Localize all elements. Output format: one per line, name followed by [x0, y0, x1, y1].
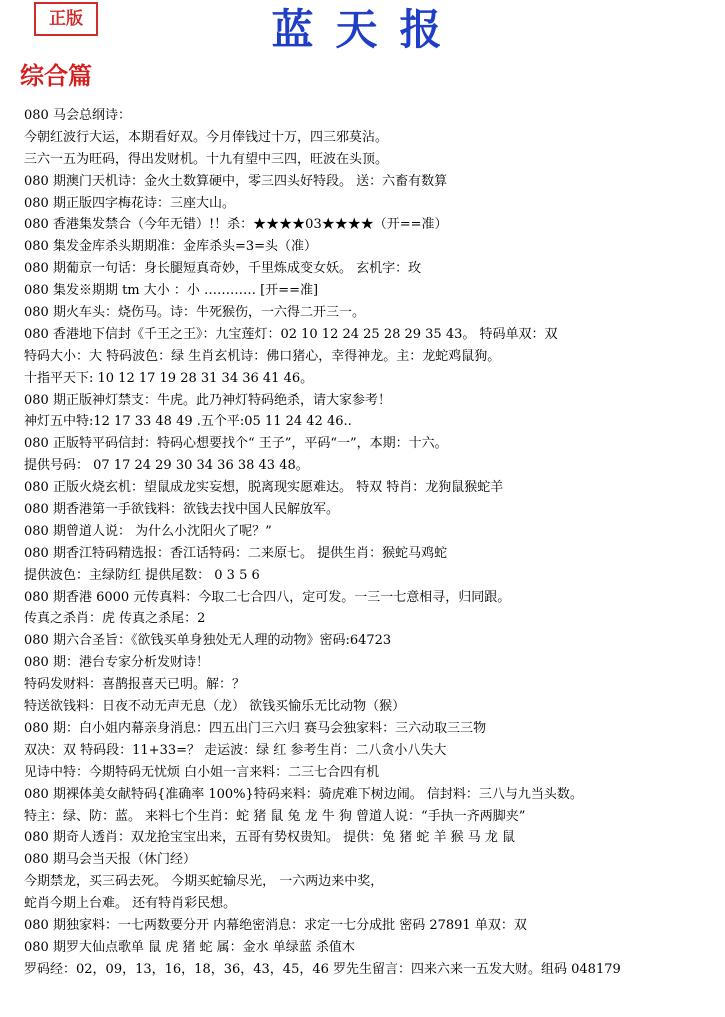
- text-line: 080 期香港第一手欲钱料：欲钱去找中国人民解放军。: [24, 502, 339, 518]
- text-line: 提供波色：主绿防红 提供尾数： 0 3 5 6: [24, 567, 260, 583]
- text-line: 080 期独家料：一七两数要分开 内幕绝密消息：求定一七分成批 密码 27891 单双：双: [24, 917, 527, 933]
- text-line: 080 期奇人透肖：双龙抢宝宝出来，五哥有势权贵知。 提供：兔 猪 蛇 羊 猴 马 龙 鼠: [24, 830, 516, 846]
- text-line: 080 期葡京一句话：身长腿短真奇妙，千里炼成变女妖。 玄机字：玫: [24, 261, 422, 277]
- content-body: [24, 105, 716, 981]
- text-line: 080 期正版神灯禁支：牛虎。此乃神灯特码绝杀，请大家参考！: [24, 392, 391, 408]
- text-line: 080 期：白小姐内幕亲身消息：四五出门三六归 赛马会独家料：三六动取三三物: [24, 720, 487, 736]
- newspaper-title: 蓝天报: [271, 5, 464, 54]
- text-line: 080 期：港台专家分析发财诗！: [24, 655, 209, 671]
- text-line: 十指平天下: 10 12 17 19 28 31 34 36 41 46。: [24, 370, 314, 386]
- text-line: 080 期香港 6000 元传真料：今取二七合四八，定可发。一三一七意相寻，归同跟。: [24, 589, 511, 605]
- text-line: 特码大小：大 特码波色：绿 生肖玄机诗：佛口猪心，幸得神龙。主：龙蛇鸡鼠狗。: [24, 348, 501, 364]
- text-line: 神灯五中特:12 17 33 48 49 .五个平:05 11 24 42 46..: [24, 414, 352, 430]
- text-line: 见诗中特：今期特码无忧烦 白小姐一言来料：二三七合四有机: [24, 764, 380, 780]
- text-line: 080 正版火烧玄机：望鼠成龙实妄想，脱离现实愿难达。 特双 特肖：龙狗鼠猴蛇羊: [24, 480, 504, 496]
- text-line: 080 期火车头：烧伤马。诗：牛死猴伤，一六得二开三一。: [24, 305, 365, 321]
- text-line: 080 集发金库杀头期期准：金库杀头=3=头（准）: [24, 239, 318, 255]
- text-line: 080 期香江特码精选报：香江话特码：二来原七。 提供生肖：猴蛇马鸡蛇: [24, 545, 448, 561]
- edition-badge: 正版: [34, 2, 98, 36]
- text-line: 080 期马会当天报（休门经）: [24, 852, 196, 868]
- text-line: 今期禁龙，买三码去死。 今期买蛇输尽光， 一六两边来中奖，: [24, 874, 384, 890]
- text-line: 双决：双 特码段：11+33=？ 走运波：绿 红 参考生肖：二八贪小八失大: [24, 742, 447, 758]
- text-line: 080 期正版四字梅花诗：三座大山。: [24, 195, 235, 211]
- text-line: 080 正版特平码信封：特码心想要找个“ 王子”，平码“一”，本期：十六。: [24, 436, 448, 452]
- text-line: 080 集发※期期 tm 大小 ：小 ………… [开==准]: [24, 283, 319, 299]
- text-line: 罗码经：02，09，13，16，18，36，43，45，46 罗先生留言：四来六来一五发大财。组码 048179: [24, 961, 621, 977]
- text-line: 080 期罗大仙点歌单 鼠 虎 猪 蛇 属：金水 单绿蓝 杀值木: [24, 939, 355, 955]
- text-line: 080 香港集发禁合（今年无错）!！杀：★★★★03★★★★（开==准）: [24, 217, 448, 233]
- text-line: 三六一五为旺码，得出发财机。十九有望中三四，旺波在头顶。: [24, 151, 389, 167]
- text-line: 080 香港地下信封《千王之王》：九宝莲灯：02 10 12 24 25 28 29 35 43。 特码单双：双: [24, 326, 558, 342]
- text-line: 080 期澳门天机诗：金火土数算硬中，零三四头好特段。 送：六畜有数算: [24, 173, 448, 189]
- text-line: 提供号码： 07 17 24 29 30 34 36 38 43 48。: [24, 458, 309, 474]
- text-line: 今朝红波行大运，本期看好双。今月俸钱过十万，四三邪莫沾。: [24, 129, 389, 145]
- text-line: 特主：绿、防：蓝。 来料七个生肖：蛇 猪 鼠 兔 龙 牛 狗 曾道人说：“手执一齐两脚夹”: [24, 808, 526, 824]
- text-line: 080 马会总纲诗：: [24, 108, 131, 123]
- text-line: 080 期曾道人说： 为什么小沈阳火了呢？”: [24, 523, 272, 539]
- text-line: 传真之杀肖：虎 传真之杀尾：2: [24, 611, 206, 627]
- text-line: 080 期裸体美女献特码{准确率 100%}特码来料：骑虎难下树边闹。 信封料：三八与九当头数。: [24, 786, 583, 802]
- text-line: 080 期六合圣旨：《欲钱买单身独处无人理的动物》密码:64723: [24, 633, 392, 649]
- text-line: 特送欲钱料：日夜不动无声无息（龙） 欲钱买愉乐无比动物（猴）: [24, 699, 406, 715]
- text-line: 蛇肖今期上台难。 还有特肖彩民想。: [24, 896, 237, 912]
- section-heading: 综合篇: [20, 62, 92, 90]
- text-line: 特码发财料：喜鹊报喜天已明。解：？: [24, 677, 246, 693]
